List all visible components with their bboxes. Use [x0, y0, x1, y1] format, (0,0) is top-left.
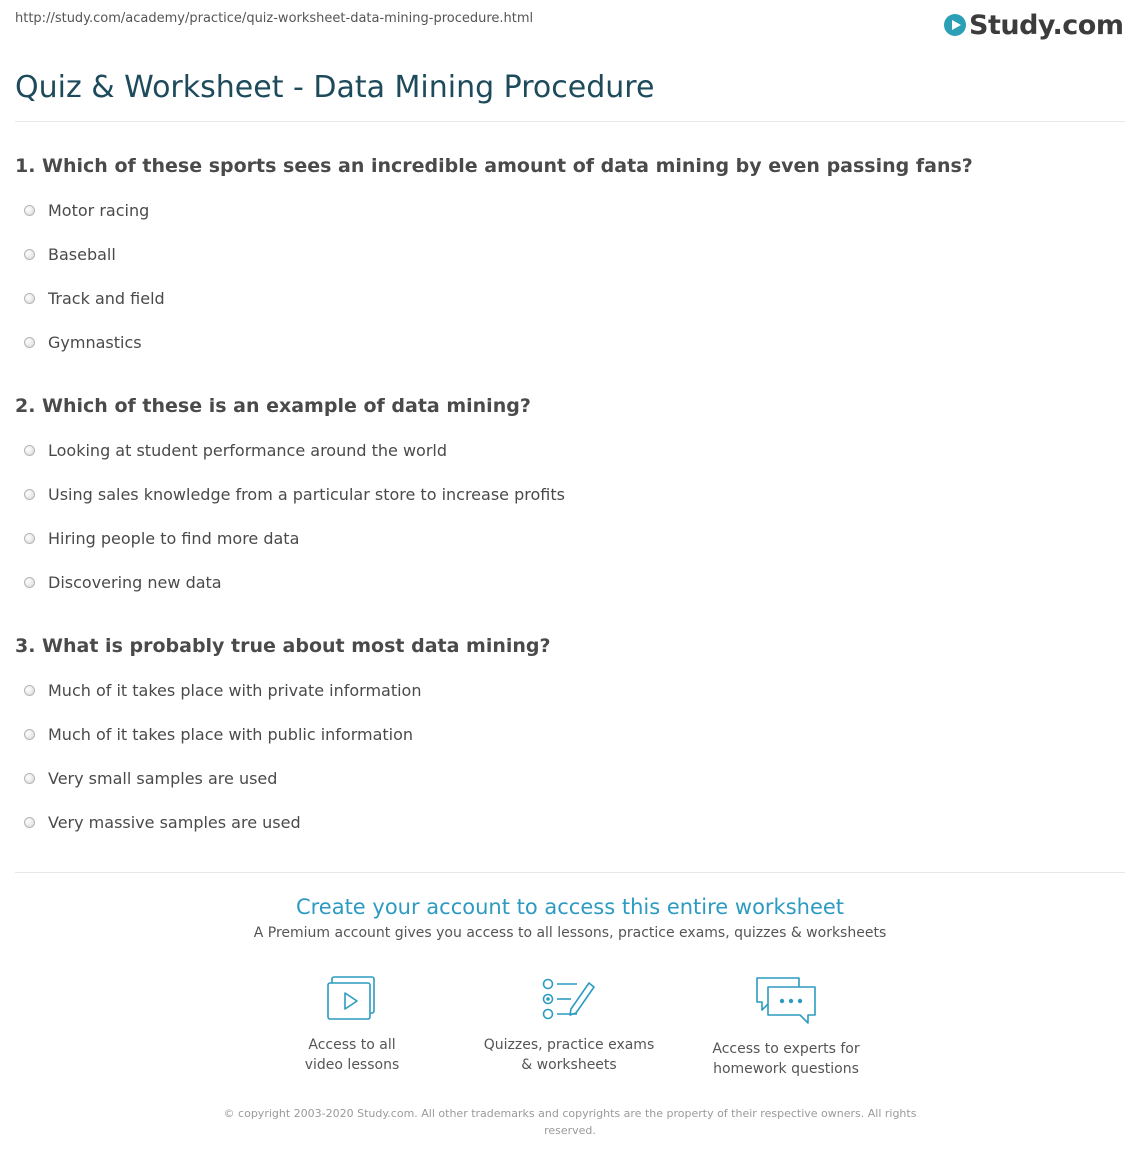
logo-text: Study.com — [969, 9, 1124, 41]
radio-icon[interactable] — [24, 773, 35, 784]
radio-icon[interactable] — [24, 293, 35, 304]
feature-label: Quizzes, practice exams & worksheets — [483, 1037, 655, 1073]
answer-option[interactable]: Gymnastics — [24, 331, 142, 353]
chat-bubbles-icon — [754, 975, 818, 1027]
answer-option[interactable]: Motor racing — [24, 199, 149, 221]
radio-icon[interactable] — [24, 489, 35, 500]
play-logo-icon — [944, 14, 966, 36]
feature-label: Access to all video lessons — [304, 1037, 400, 1073]
page-title: Quiz & Worksheet - Data Mining Procedure — [15, 70, 655, 105]
radio-icon[interactable] — [24, 533, 35, 544]
answer-option[interactable]: Discovering new data — [24, 571, 222, 593]
question-3: 3. What is probably true about most data mining? — [15, 635, 551, 657]
video-lessons-icon — [326, 975, 378, 1023]
answer-option[interactable]: Looking at student performance around the world — [24, 439, 447, 461]
answer-option[interactable]: Using sales knowledge from a particular store to increase profits — [24, 483, 565, 505]
radio-icon[interactable] — [24, 577, 35, 588]
answer-option[interactable]: Hiring people to find more data — [24, 527, 299, 549]
answer-option[interactable]: Much of it takes place with private information — [24, 679, 421, 701]
feature-label: Access to experts for homework questions — [712, 1041, 860, 1077]
answer-option[interactable]: Very small samples are used — [24, 767, 277, 789]
page-url: http://study.com/academy/practice/quiz-worksheet-data-mining-procedure.html — [15, 11, 534, 26]
feature-quizzes — [469, 975, 669, 1075]
answer-option[interactable]: Very massive samples are used — [24, 811, 301, 833]
create-account-link[interactable]: Create your account to access this entire worksheet — [295, 895, 845, 919]
radio-icon[interactable] — [24, 205, 35, 216]
radio-icon[interactable] — [24, 249, 35, 260]
title-divider — [15, 121, 1125, 122]
radio-icon[interactable] — [24, 729, 35, 740]
cta-divider — [15, 872, 1125, 873]
question-1: 1. Which of these sports sees an incredible amount of data mining by even passing fans? — [15, 155, 973, 177]
radio-icon[interactable] — [24, 685, 35, 696]
answer-option[interactable]: Baseball — [24, 243, 116, 265]
radio-icon[interactable] — [24, 445, 35, 456]
question-2: 2. Which of these is an example of data mining? — [15, 395, 531, 417]
answer-option[interactable]: Track and field — [24, 287, 165, 309]
footer-copyright: © copyright 2003-2020 Study.com. All other trademarks and copyrights are the property of their respective owners. All rights reserved. — [223, 1107, 917, 1137]
answer-option[interactable]: Much of it takes place with public information — [24, 723, 413, 745]
feature-video-lessons — [252, 975, 452, 1075]
feature-experts — [686, 975, 886, 1079]
study-logo[interactable] — [944, 5, 1123, 45]
radio-icon[interactable] — [24, 337, 35, 348]
cta-subtitle: A Premium account gives you access to all lessons, practice exams, quizzes & worksheets — [253, 925, 887, 941]
quiz-checklist-icon — [541, 975, 597, 1023]
radio-icon[interactable] — [24, 817, 35, 828]
